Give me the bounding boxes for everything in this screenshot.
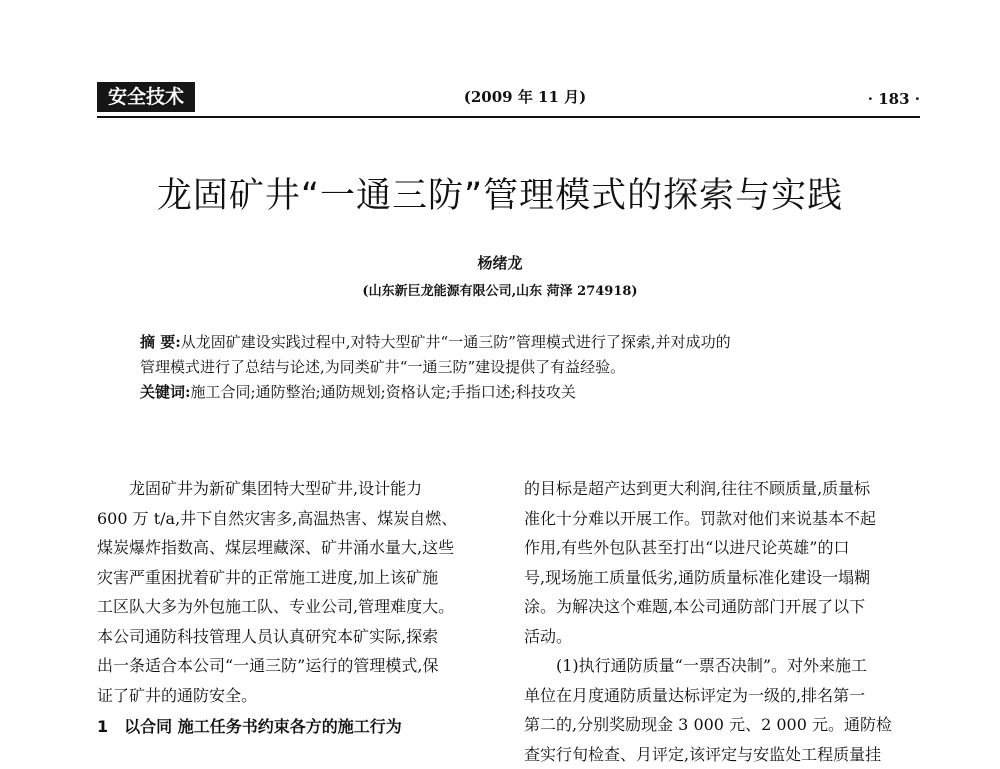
body-line: 的目标是超产达到更大利润,往往不顾质量,质量标: [524, 474, 916, 504]
abstract-label: 摘 要:: [140, 333, 181, 351]
body-column-right: [524, 474, 916, 769]
body-line: 本公司通防科技管理人员认真研究本矿实际,探索: [97, 622, 489, 652]
body-line: 涂。为解决这个难题,本公司通防部门开展了以下: [524, 592, 916, 622]
keywords-line: [140, 380, 880, 405]
body-line: 单位在月度通防质量达标评定为一级的,排名第一: [524, 681, 916, 711]
body-line: 600 万 t/a,井下自然灾害多,高温热害、煤炭自燃、: [97, 504, 489, 534]
abstract-text: 从龙固矿建设实践过程中,对特大型矿井“一通三防”管理模式进行了探索,并对成功的: [181, 333, 731, 351]
body-line: 证了矿井的通防安全。: [97, 681, 489, 711]
page-number: · 183 ·: [830, 90, 920, 108]
body-line: 第二的,分别奖励现金 3 000 元、2 000 元。通防检: [524, 710, 916, 740]
body-line: 号,现场施工质量低劣,通防质量标准化建设一塌糊: [524, 563, 916, 593]
header-rule: [97, 116, 920, 118]
body-line: 查实行旬检查、月评定,该评定与安监处工程质量挂: [524, 740, 916, 769]
author-name: 杨绪龙: [400, 252, 600, 273]
body-line: 煤炭爆炸指数高、煤层埋藏深、矿井涌水量大,这些: [97, 533, 489, 563]
body-line: 工区队大多为外包施工队、专业公司,管理难度大。: [97, 592, 489, 622]
keywords-label: 关键词:: [140, 383, 191, 401]
column-tag: 安全技术: [97, 82, 195, 112]
body-line: 活动。: [524, 622, 916, 652]
abstract-line: [140, 330, 880, 355]
body-line: 准化十分难以开展工作。罚款对他们来说基本不起: [524, 504, 916, 534]
body-line: 作用,有些外包队甚至打出“以进尺论英雄”的口: [524, 533, 916, 563]
section-title: 以合同 施工任务书约束各方的施工行为: [124, 717, 402, 736]
body-line: 灾害严重困扰着矿井的正常施工进度,加上该矿施: [97, 563, 489, 593]
body-line: 出一条适合本公司“一通三防”运行的管理模式,保: [97, 651, 489, 681]
body-line: (1)执行通防质量“一票否决制”。对外来施工: [524, 651, 916, 681]
abstract-text: 管理模式进行了总结与论述,为同类矿井“一通三防”建设提供了有益经验。: [140, 358, 625, 376]
body-column-left: [97, 474, 489, 710]
section-heading: [97, 712, 489, 741]
section-number: 1: [97, 717, 108, 736]
abstract-block: [140, 330, 880, 405]
author-affiliation: (山东新巨龙能源有限公司,山东 菏泽 274918): [300, 280, 700, 299]
issue-date: (2009 年 11 月): [440, 86, 610, 107]
abstract-line: [140, 355, 880, 380]
keywords-text: 施工合同;通防整治;通防规划;资格认定;手指口述;科技攻关: [191, 383, 576, 401]
article-title: 龙固矿井“一通三防”管理模式的探索与实践: [60, 168, 940, 218]
body-line: 龙固矿井为新矿集团特大型矿井,设计能力: [97, 474, 489, 504]
